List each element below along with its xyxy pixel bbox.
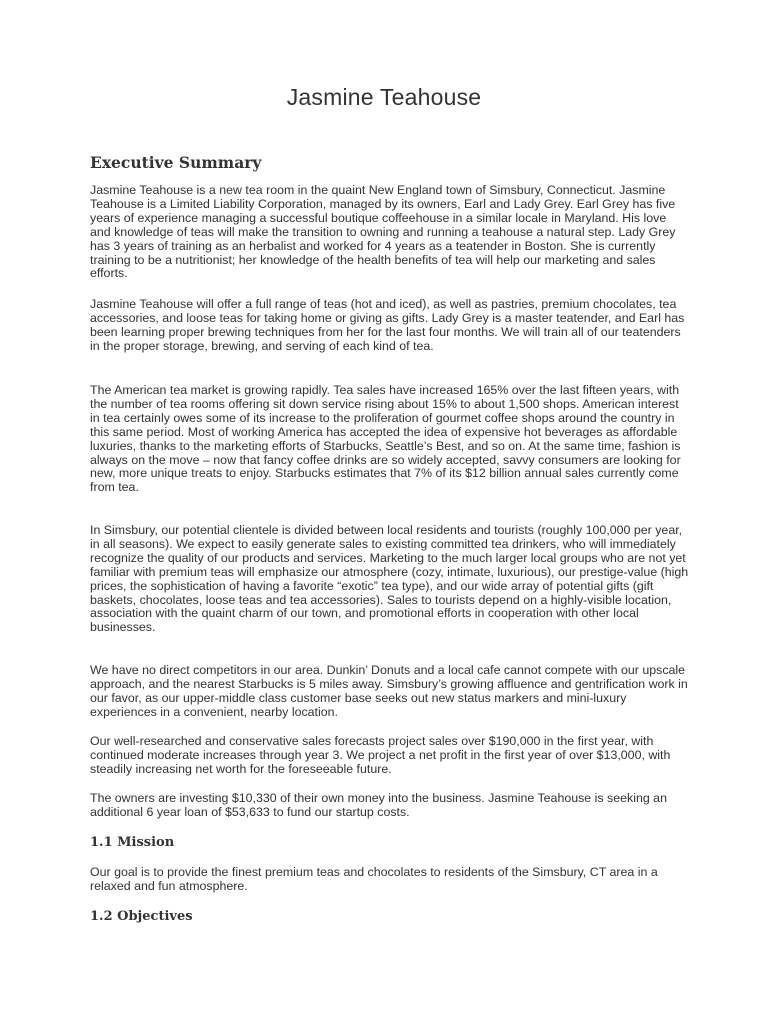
mission-heading: 1.1 Mission: [90, 835, 175, 850]
executive-summary-heading: Executive Summary: [90, 153, 262, 172]
executive-summary-paragraph-6: Our well-researched and conservative sales forecasts project sales over $190,000 in the first year, with continued moderate increases through year 3. We project a net profit in the first year of over $13,000, with steadily increasing net worth for the foreseeable future.: [90, 734, 671, 776]
executive-summary-paragraph-1: Jasmine Teahouse is a new tea room in the quaint New England town of Simsbury, Connecticut. Jasmine Teahouse is a Limited Liability Corporation, managed by its owners, Earl and Lady Grey. Earl Grey has five years of experience managing a successful boutique coffeehouse in a similar locale in Maryland. His love and knowledge of teas will make the transition to owning and running a teahouse a natural step. Lady Grey has 3 years of training as an herbalist and worked for 4 years as a teatender in Boston. She is currently training to be a nutritionist; her knowledge of the health benefits of tea will help our marketing and sales efforts.: [90, 183, 676, 281]
objectives-heading: 1.2 Objectives: [90, 909, 193, 924]
document-title: Jasmine Teahouse: [286, 84, 482, 110]
mission-paragraph: Our goal is to provide the finest premium teas and chocolates to residents of the Simsbury, CT area in a relaxed and fun atmosphere.: [90, 865, 658, 893]
executive-summary-paragraph-5: We have no direct competitors in our area. Dunkin’ Donuts and a local cafe cannot compete with our upscale approach, and the nearest Starbucks is 5 miles away. Simsbury’s growing affluence and gentrification work in our favor, as our upper-middle class customer base seeks out new status markers and mini-luxury experiences in a convenient, nearby location.: [90, 663, 688, 719]
executive-summary-paragraph-4: In Simsbury, our potential clientele is divided between local residents and tourists (roughly 100,000 per year, in all seasons). We expect to easily generate sales to existing committed tea drinkers, who will immediately recognize the quality of our products and services. Marketing to the much larger local groups who are not yet familiar with premium teas will emphasize our atmosphere (cozy, intimate, luxurious), our prestige-value (high prices, the sophistication of having a favorite “exotic” tea type), and our wide array of potential gifts (gift baskets, chocolates, loose teas and tea accessories). Sales to tourists depend on a highly-visible location, association with the quaint charm of our town, and promotional efforts in cooperation with other local businesses.: [90, 523, 689, 635]
executive-summary-paragraph-3: The American tea market is growing rapidly. Tea sales have increased 165% over the last fifteen years, with the number of tea rooms offering sit down service rising about 15% to about 1,500 shops. American interest in tea certainly owes some of its increase to the proliferation of gourmet coffee shops around the country in this same period. Most of working America has accepted the idea of expensive hot beverages as affordable luxuries, thanks to the marketing efforts of Starbucks, Seattle’s Best, and so on. At the same time, fashion is always on the move – now that fancy coffee drinks are so widely accepted, savvy consumers are looking for new, more unique treats to enjoy. Starbucks estimates that 7% of its $12 billion annual sales currently come from tea.: [90, 383, 681, 495]
executive-summary-paragraph-7: The owners are investing $10,330 of their own money into the business. Jasmine Teahouse is seeking an additional 6 year loan of $53,633 to fund our startup costs.: [90, 791, 667, 819]
executive-summary-paragraph-2: Jasmine Teahouse will offer a full range of teas (hot and iced), as well as pastries, premium chocolates, tea accessories, and loose teas for taking home or giving as gifts. Lady Grey is a master teatender, and Earl has been learning proper brewing techniques from her for the last four months. We will train all of our teatenders in the proper storage, brewing, and serving of each kind of tea.: [90, 297, 685, 353]
